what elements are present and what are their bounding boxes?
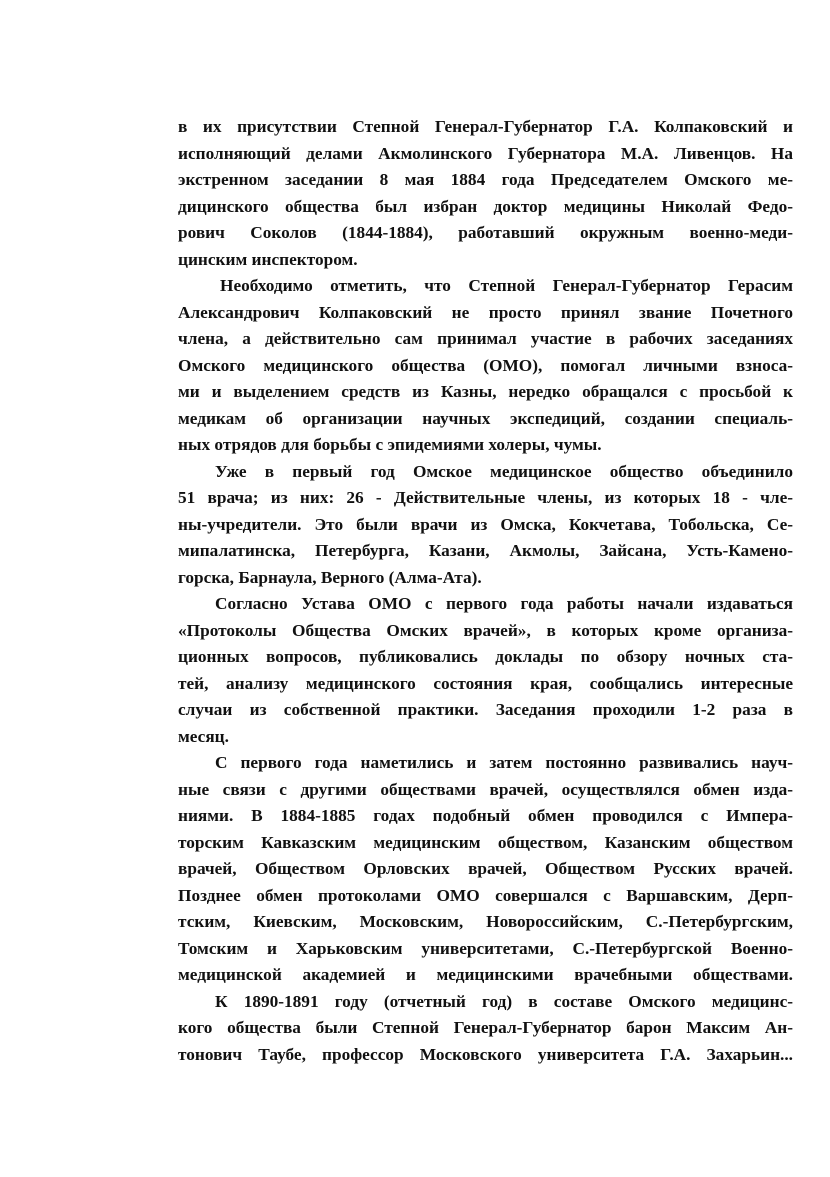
text-line: торским Кавказским медицинским обществом, Казанским обществом: [178, 832, 793, 852]
text-line: случаи из собственной практики. Заседания проходили 1-2 раза в: [178, 700, 793, 719]
text-line: экстренном заседании 8 мая 1884 года Председателем Омского ме-: [178, 170, 793, 189]
text-line: Александрович Колпаковский не просто принял звание Почетного: [178, 302, 793, 322]
text-line: ционных вопросов, публиковались доклады по обзору ночных ста-: [178, 647, 793, 666]
text-line: рович Соколов (1844-1884), работавший окружным военно-меди-: [178, 223, 793, 242]
text-line: в их присутствии Степной Генерал-Губернатор Г.А. Колпаковский и: [178, 117, 793, 136]
text-line: Омского медицинского общества (ОМО), помогал личными взноса-: [178, 355, 793, 375]
text-line: мипалатинска, Петербурга, Казани, Акмолы, Зайсана, Усть-Камено-: [178, 541, 793, 560]
text-line: ных отрядов для борьбы с эпидемиями холеры, чумы.: [178, 435, 602, 454]
text-line: К 1890-1891 году (отчетный год) в составе Омского медицинс-: [215, 991, 793, 1011]
text-line: месяц.: [178, 726, 229, 746]
text-line: члена, а действительно сам принимал участие в рабочих заседаниях: [178, 329, 793, 348]
text-line: Томским и Харьковским университетами, С.-Петербургской Военно-: [178, 938, 793, 958]
text-line: ниями. В 1884-1885 годах подобный обмен проводился с Импера-: [178, 806, 793, 825]
paragraph-6: [178, 989, 793, 1069]
text-line: дицинского общества был избран доктор медицины Николай Федо-: [178, 196, 793, 216]
text-line: горска, Барнаула, Верного (Алма-Ата).: [178, 567, 482, 587]
text-line: Позднее обмен протоколами ОМО совершался с Варшавским, Дерп-: [178, 885, 793, 905]
text-line: «Протоколы Общества Омских врачей», в которых кроме организа-: [178, 620, 793, 640]
text-line: Согласно Устава ОМО с первого года работы начали издаваться: [215, 594, 793, 613]
text-line: С первого года наметились и затем постоянно развивались науч-: [215, 753, 793, 772]
text-line: врачей, Обществом Орловских врачей, Обществом Русских врачей.: [178, 859, 793, 878]
text-line: Необходимо отметить, что Степной Генерал-Губернатор Герасим: [220, 276, 793, 295]
text-line: ны-учредители. Это были врачи из Омска, Кокчетава, Тобольска, Се-: [178, 514, 793, 534]
document-page: [178, 114, 793, 1068]
text-line: исполняющий делами Акмолинского Губернатора М.А. Ливенцов. На: [178, 143, 793, 163]
text-line: ные связи с другими обществами врачей, осуществлялся обмен изда-: [178, 779, 793, 799]
text-line: тей, анализу медицинского состояния края, сообщались интересные: [178, 673, 793, 693]
text-line: Уже в первый год Омское медицинское общество объединило: [215, 461, 793, 481]
paragraph-4: [178, 591, 793, 750]
text-line: медицинской академией и медицинскими врачебными обществами.: [178, 965, 793, 984]
paragraph-5: [178, 750, 793, 989]
paragraph-1: [178, 114, 793, 273]
text-line: тским, Киевским, Московским, Новороссийским, С.-Петербургским,: [178, 912, 793, 931]
text-line: тонович Таубе, профессор Московского университета Г.А. Захарьин...: [178, 1044, 793, 1064]
text-line: цинским инспектором.: [178, 249, 358, 269]
text-line: ми и выделением средств из Казны, нередко обращался с просьбой к: [178, 382, 793, 401]
paragraph-3: [178, 459, 793, 592]
text-line: кого общества были Степной Генерал-Губернатор барон Максим Ан-: [178, 1018, 793, 1037]
text-line: медикам об организации научных экспедиций, создании специаль-: [178, 408, 793, 428]
text-line: 51 врача; из них: 26 - Действительные члены, из которых 18 - чле-: [178, 488, 793, 507]
paragraph-2: [178, 273, 793, 459]
